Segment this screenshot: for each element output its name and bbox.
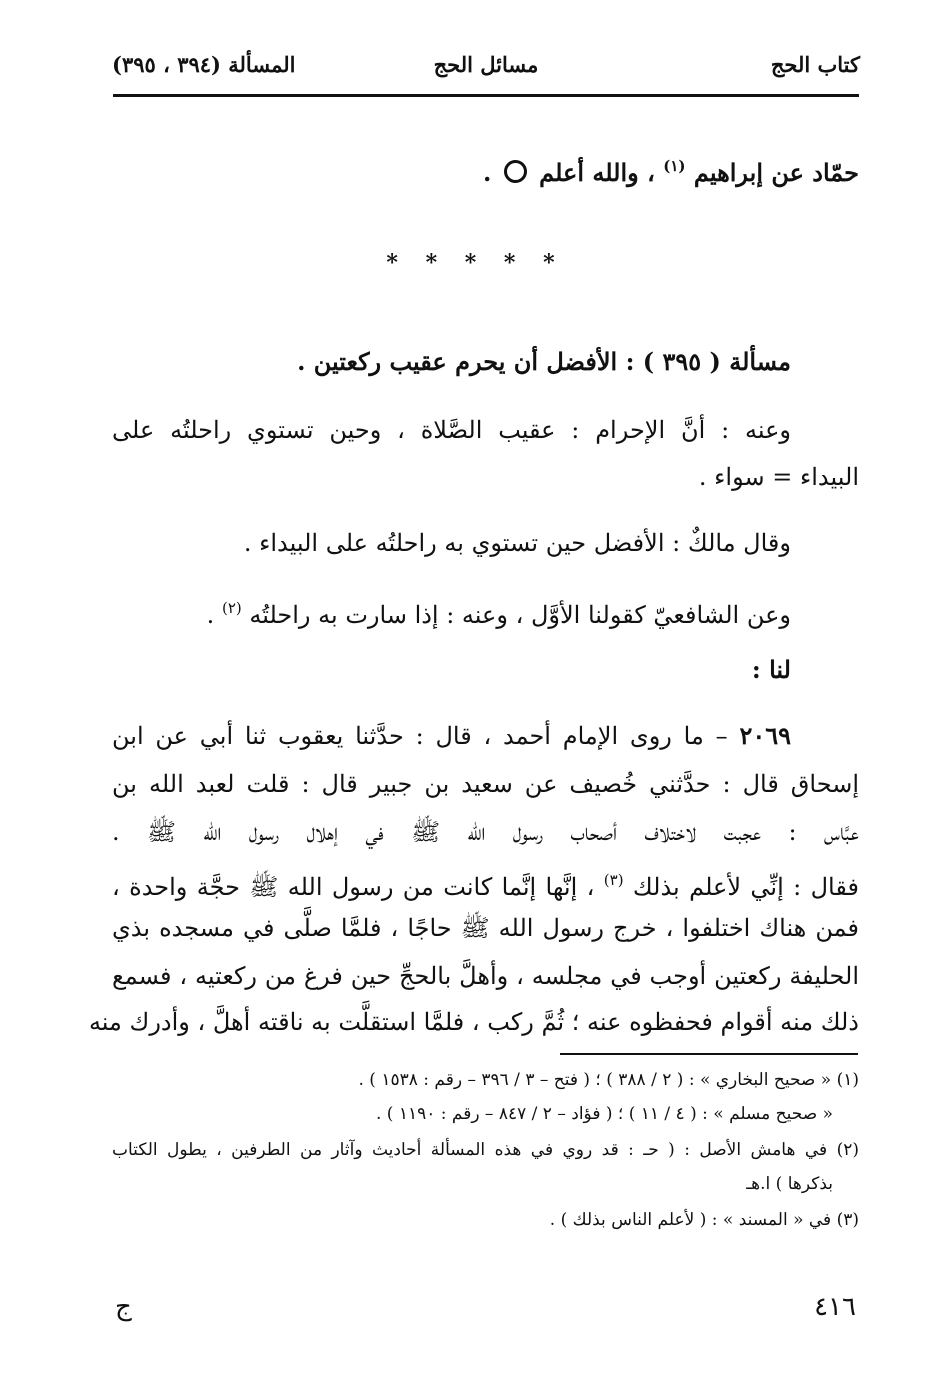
hadith-number: ٢٠٦٩ xyxy=(739,721,791,750)
footnote-ref-2: (٢) xyxy=(221,599,242,617)
intro-text: حمّاد عن إبراهيم xyxy=(693,158,859,187)
page-number: ٤١٦ xyxy=(814,1292,856,1322)
text-span: وعن الشافعيّ كقولنا الأوَّل ، وعنه : إذا سارت به راحلتُه xyxy=(249,601,791,629)
header-issue-range: المسألة (٣٩٤ ، ٣٩٥) xyxy=(112,52,296,77)
hadith-line: إسحاق قال : حدَّثني خُصيف عن سعيد بن جبير قال : قلت لعبد الله بن xyxy=(112,770,859,798)
issue-text: الأفضل أن يحرم عقيب ركعتين . xyxy=(297,347,618,376)
header-chapter-title: مسائل الحج xyxy=(433,52,539,77)
text-span: – ما روى الإمام أحمد ، قال : حدَّثنا يعقوب ثنا أبي عن ابن xyxy=(112,722,728,750)
issue-heading xyxy=(112,342,791,382)
footnote-3: (٣) في « المسند » : ( لأعلم الناس بذلك ) . xyxy=(549,1210,859,1230)
footnote-2-continued: بذكرها ) ا.هـ xyxy=(746,1174,833,1194)
hadith-line: الحليفة ركعتين أوجب في مجلسه ، وأهلَّ بالحجِّ حين فرغ من ركعتيه ، فسمع xyxy=(112,962,859,990)
hadith-line xyxy=(112,860,859,907)
hadith-line xyxy=(112,716,791,756)
footnote-1-continued: « صحيح مسلم » : ( ٤ / ١١ ) ؛ ( فؤاد – ٢ / ٨٤٧ – رقم : ١١٩٠ ) . xyxy=(375,1104,833,1124)
intro-tail: ، والله أعلم xyxy=(539,158,655,187)
hadith-line: ذلك منه أقوام فحفظوه عنه ؛ ثُمَّ ركب ، فلمَّا استقلَّت به ناقته أهلَّ ، وأدرك منه xyxy=(88,1008,859,1036)
issue-title: مسألة ( ٣٩٥ ) : xyxy=(625,347,791,376)
text-line xyxy=(112,588,791,635)
footnote-ref-1: (١) xyxy=(663,157,686,175)
footnote-ref-3: (٣) xyxy=(603,871,624,889)
hadith-line: عبَّاس : عجبت لاختلاف أصحاب رسول الله ﷺ في إهلال رسول الله ﷺ . xyxy=(112,818,859,846)
hadith-line: فمن هناك اختلفوا ، خرج رسول الله ﷺ حاجًا ، فلمَّا صلَّى في مسجده بذي xyxy=(112,914,859,942)
footnote-2: (٢) في هامش الأصل : ( حـ : قد روي في هذه المسألة أحاديث وآثار من الطرفين ، يطول الكتاب xyxy=(112,1140,859,1160)
text-line: وعنه : أنَّ الإحرام : عقيب الصَّلاة ، وحين تستوي راحلتُه على xyxy=(112,416,791,444)
text-line: وقال مالكٌ : الأفضل حين تستوي به راحلتُه على البيداء . xyxy=(243,529,791,557)
text-line: لنا : xyxy=(751,655,791,684)
running-header xyxy=(112,52,860,88)
footnote-rule xyxy=(560,1053,858,1055)
honorific-circle-icon xyxy=(504,160,527,183)
signature-mark: ج xyxy=(115,1292,132,1322)
header-book-title: كتاب الحج xyxy=(770,52,860,77)
intro-line xyxy=(112,146,859,193)
footnote-1: (١) « صحيح البخاري » : ( ٢ / ٣٨٨ ) ؛ ( فتح – ٣ / ٣٩٦ – رقم : ١٥٣٨ ) . xyxy=(358,1070,859,1090)
header-rule xyxy=(113,94,859,97)
text-span: . xyxy=(206,601,215,629)
section-separator: * * * * * xyxy=(386,250,565,276)
text-line: البيداء = سواء . xyxy=(698,463,859,491)
text-span: فقال : إنِّي لأعلم بذلك xyxy=(632,873,859,901)
text-span: ، إنَّها إنَّما كانت من رسول الله ﷺ حجَّة واحدة ، xyxy=(112,873,595,901)
intro-end: . xyxy=(483,158,492,187)
